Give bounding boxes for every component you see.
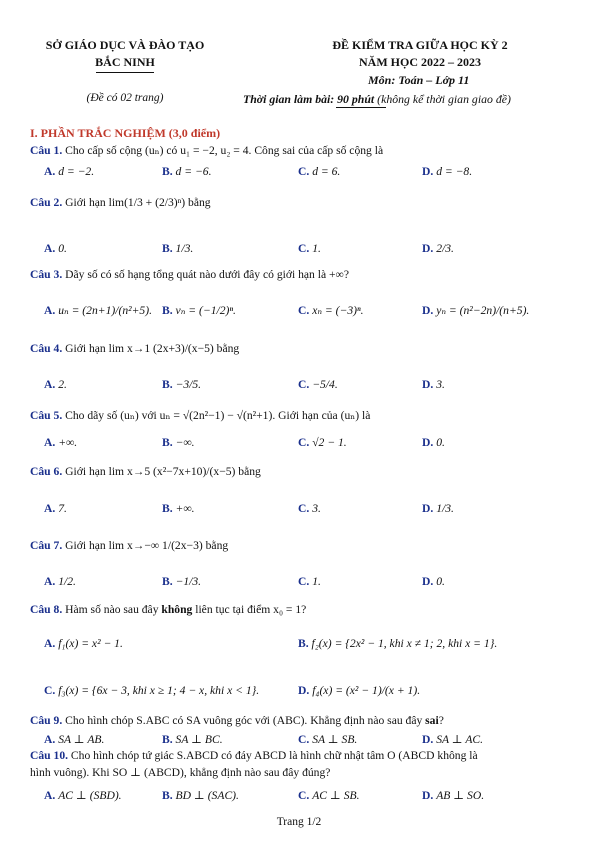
time-note: (không kể thời gian giao đề) [374,92,511,106]
q9-option-b[interactable]: B. SA ⊥ BC. [162,733,223,746]
q4-option-b[interactable]: B. −3/5. [162,378,202,391]
question-text: Giới hạn lim x→1 (2x+3)/(x−5) bằng [65,342,240,355]
question-1 [30,143,383,157]
question-text: Giới hạn lim x→−∞ 1/(2x−3) bằng [65,539,229,552]
q10-option-b[interactable]: B. BD ⊥ (SAC). [162,789,239,802]
question-text: Giới hạn lim x→5 (x²−7x+10)/(x−5) bằng [65,465,261,478]
q1-option-b[interactable]: B. d = −6. [162,165,212,178]
time-underline [336,107,386,108]
q4-option-d[interactable]: D. 3. [422,378,445,391]
question-label: Câu 2. [30,196,63,209]
q8-option-b[interactable]: B. f₂(x) = {2x² − 1, khi x ≠ 1; 2, khi x = 1}. [298,637,498,650]
q5-option-b[interactable]: B. −∞. [162,436,195,449]
question-emphasis: không [161,603,193,616]
time-line [243,92,511,107]
q7-option-b[interactable]: B. −1/3. [162,575,202,588]
question-4 [30,342,239,355]
q5-option-c[interactable]: C. √2 − 1. [298,436,347,449]
q6-option-a[interactable]: A. 7. [44,502,67,515]
question-text: ? [438,714,444,727]
question-2 [30,196,211,209]
question-label: Câu 5. [30,409,63,422]
question-5 [30,408,370,422]
question-text: Hàm số nào sau đây [65,603,162,616]
question-7 [30,539,228,552]
school-year: NĂM HỌC 2022 – 2023 [359,55,481,69]
question-label: Câu 4. [30,342,63,355]
question-10 [30,749,478,762]
q9-option-c[interactable]: C. SA ⊥ SB. [298,733,358,746]
question-text: Cho hình chóp S.ABC có SA vuông góc với (ABC). Khẳng định nào sau đây [65,714,426,727]
q2-option-b[interactable]: B. 1/3. [162,242,194,255]
q7-option-d[interactable]: D. 0. [422,575,445,588]
subject-line: Môn: Toán – Lớp 11 [368,73,470,87]
header-left-underline [96,72,154,73]
q9-option-a[interactable]: A. SA ⊥ AB. [44,733,105,746]
exam-title: ĐỀ KIỂM TRA GIỮA HỌC KỲ 2 [332,38,508,52]
question-8 [30,603,306,616]
q10-option-c[interactable]: C. AC ⊥ SB. [298,789,360,802]
q8-option-d[interactable]: D. f₄(x) = (x² − 1)/(x + 1). [298,684,421,697]
question-label: Câu 3. [30,268,63,281]
question-text: Giới hạn lim(1/3 + (2/3)ⁿ) bằng [65,196,211,209]
q10-option-d[interactable]: D. AB ⊥ SO. [422,789,485,802]
q2-option-d[interactable]: D. 2/3. [422,242,454,255]
question-label: Câu 1. [30,144,63,157]
q2-option-a[interactable]: A. 0. [44,242,67,255]
q4-option-a[interactable]: A. 2. [44,378,67,391]
q6-option-c[interactable]: C. 3. [298,502,321,515]
q5-option-d[interactable]: D. 0. [422,436,445,449]
question-label: Câu 6. [30,465,63,478]
q10-option-a[interactable]: A. AC ⊥ (SBD). [44,789,122,802]
q8-option-c[interactable]: C. f₃(x) = {6x − 3, khi x ≥ 1; 4 − x, khi x < 1}. [44,684,260,697]
province-name: BẮC NINH [95,55,155,69]
question-label: Câu 8. [30,603,63,616]
question-text: Cho dãy số (uₙ) với uₙ = √(2n²−1) − √(n²+1). Giới hạn của (uₙ) là [65,409,371,422]
question-3 [30,268,349,281]
question-6 [30,465,261,478]
page-count-note: (Đề có 02 trang) [86,92,164,104]
q5-option-a[interactable]: A. +∞. [44,436,78,449]
q7-option-c[interactable]: C. 1. [298,575,321,588]
q3-option-a[interactable]: A. uₙ = (2n+1)/(n²+5). [44,304,152,317]
q6-option-b[interactable]: B. +∞. [162,502,195,515]
question-emphasis: sai [425,714,439,727]
department-name: SỞ GIÁO DỤC VÀ ĐÀO TẠO [45,38,205,52]
q1-option-d[interactable]: D. d = −8. [422,165,473,178]
question-text: liên tục tại điểm x₀ = 1? [192,603,307,616]
q1-option-a[interactable]: A. d = −2. [44,165,95,178]
question-label: Câu 7. [30,539,63,552]
question-text: Cho hình chóp tứ giác S.ABCD có đáy ABCD là hình chữ nhật tâm O (ABCD không là [70,749,478,762]
time-label: Thời gian làm bài: 90 phút [243,92,375,106]
q1-option-c[interactable]: C. d = 6. [298,165,341,178]
section-title: I. PHẦN TRẮC NGHIỆM (3,0 điểm) [30,126,221,140]
q3-option-c[interactable]: C. xₙ = (−3)ⁿ. [298,304,364,317]
q3-option-b[interactable]: B. vₙ = (−1/2)ⁿ. [162,304,236,317]
page-number: Trang 1/2 [276,816,322,828]
question-10-line2: hình vuông). Khi SO ⊥ (ABCD), khẳng định nào sau đây đúng? [30,766,331,779]
question-text: Cho cấp số cộng (uₙ) có u₁ = −2, u₂ = 4. Công sai của cấp số cộng là [65,144,384,157]
q9-option-d[interactable]: D. SA ⊥ AC. [422,733,484,746]
q7-option-a[interactable]: A. 1/2. [44,575,76,588]
q8-option-a[interactable]: A. f₁(x) = x² − 1. [44,637,123,650]
q2-option-c[interactable]: C. 1. [298,242,321,255]
question-text: Dãy số có số hạng tổng quát nào dưới đây có giới hạn là +∞? [65,268,349,281]
question-label: Câu 9. [30,714,63,727]
q4-option-c[interactable]: C. −5/4. [298,378,338,391]
q6-option-d[interactable]: D. 1/3. [422,502,454,515]
question-label: Câu 10. [30,749,69,762]
q3-option-d[interactable]: D. yₙ = (n²−2n)/(n+5). [422,304,530,317]
question-9 [30,714,444,727]
